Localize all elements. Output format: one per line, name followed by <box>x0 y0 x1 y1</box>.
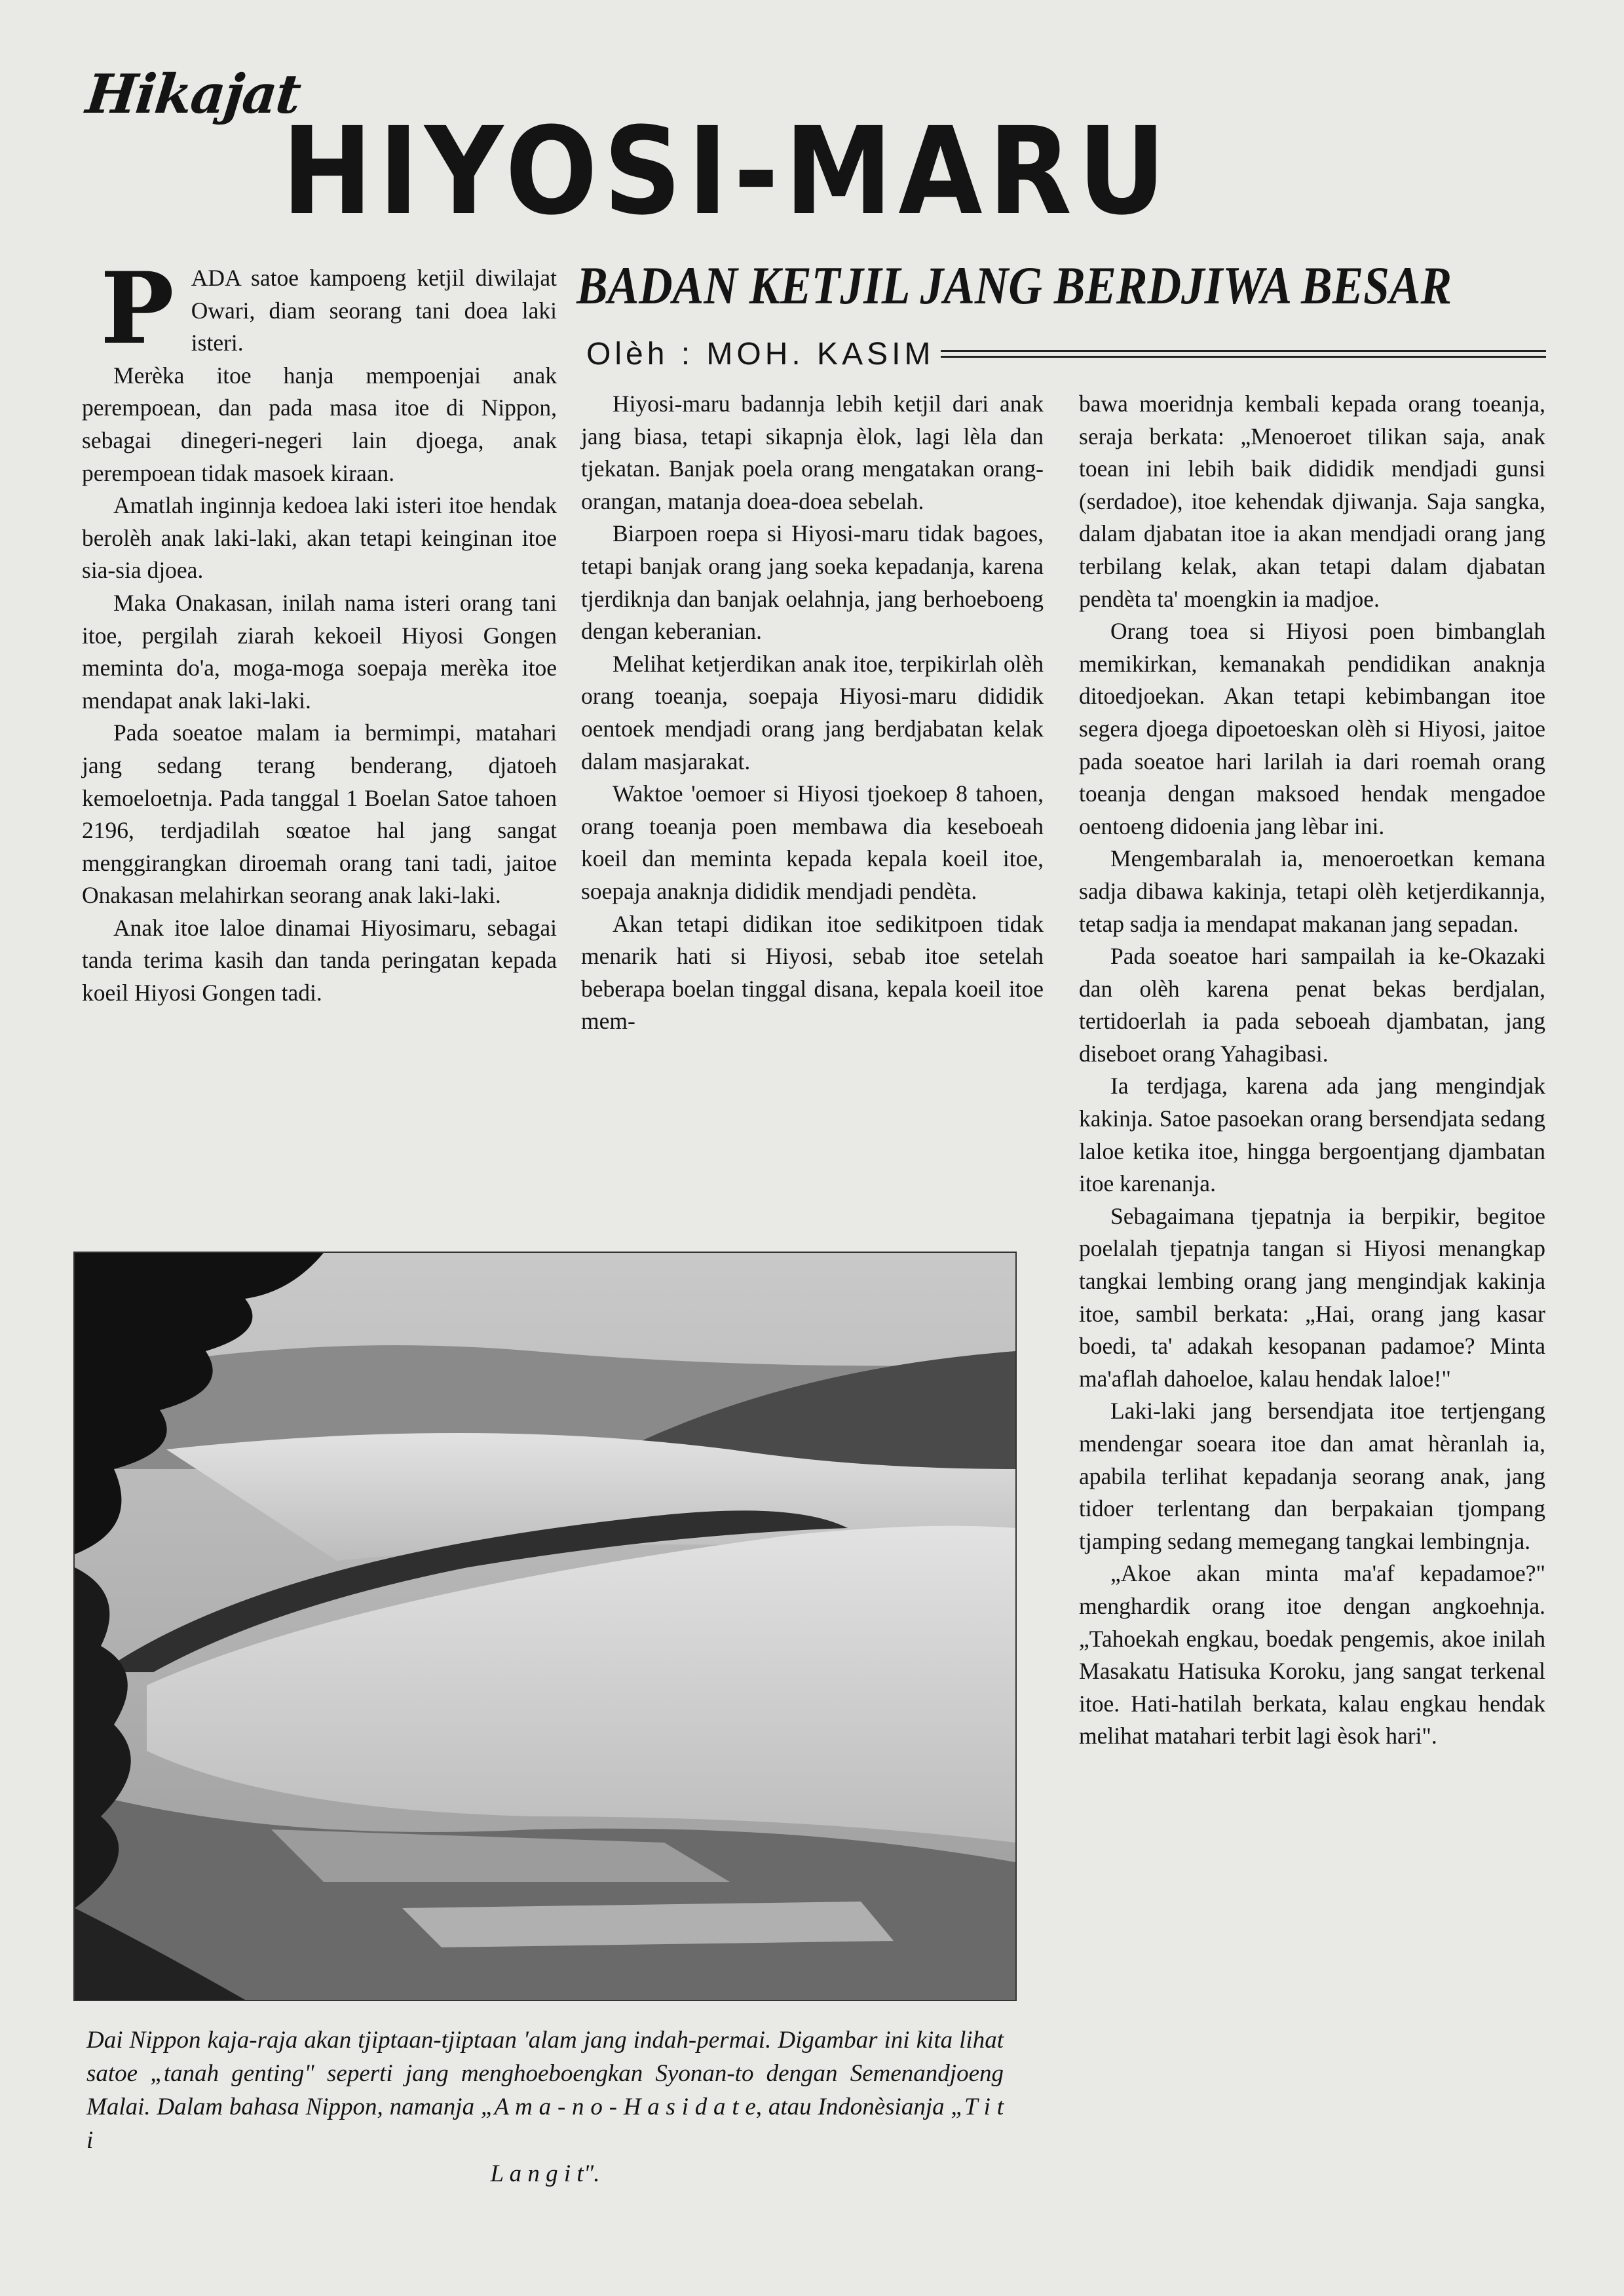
paragraph: Pada soeatoe hari sampailah ia ke-Okazaki dan olèh karena penat bekas berdjalan, tertidoerlah ia pada seboeah djambatan, jang diseboet orang Yahagibasi. <box>1079 943 1545 1067</box>
paragraph: Anak itoe laloe dinamai Hiyosimaru, sebagai tanda terima kasih dan tanda peringatan kepada koeil Hiyosi Gongen tadi. <box>82 914 557 1006</box>
photo-caption <box>86 2023 1004 2191</box>
byline: Olèh : MOH. KASIM <box>586 336 935 372</box>
caption-end: L a n g i t". <box>490 2160 600 2187</box>
article-title: HIYOSI-MARU <box>282 102 1172 242</box>
kicker: Hikajat <box>83 63 303 126</box>
paragraph: Laki-laki jang bersendjata itoe tertjengang mendengar soeara itoe dan amat hèranlah ia, apabila terlihat kepadanja seorang anak, jang tidoer terlentang dan berpakaian tjompang tjamping sedang memegang tangkai lembingnja. <box>1079 1398 1545 1554</box>
paragraph: Akan tetapi didikan itoe sedikitpoen tidak menarik hati si Hiyosi, sebab itoe setelah beberapa boelan tinggal disana, kepala koeil itoe mem- <box>581 910 1044 1035</box>
paragraph: Orang toea si Hiyosi poen bimbanglah memikirkan, kemanakah pendidikan anaknja ditoedjoekan. Akan tetapi kebimbangan itoe segera djoega dipoetoeskan olèh si Hiyosi, jaitoe pada soeatoe hari larilah ia dari roemah orang toeanja dengan maksoed hendak mengadoe oentoeng didoenia jang lèbar ini. <box>1079 618 1545 839</box>
paragraph: Maka Onakasan, inilah nama isteri orang tani itoe, pergilah ziarah kekoeil Hiyosi Gongen meminta do'a, moga-moga soepaja merèka itoe mendapat anak laki-laki. <box>82 589 557 714</box>
paragraph: Biarpoen roepa si Hiyosi-maru tidak bagoes, tetapi banjak orang jang soeka kepadanja, karena tjerdiknja dan banjak oelahnja, jang berhoeboeng dengan keberanian. <box>581 520 1044 645</box>
paragraph: Pada soeatoe malam ia bermimpi, matahari jang sedang terang benderang, djatoeh kemoeloetnja. Pada tanggal 1 Boelan Satoe tahoen 2196, terdjadilah sœatoe hal jang sangat menggirangkan diroemah orang tani tadi, jaitoe Onakasan melahirkan seorang anak laki-laki. <box>82 719 557 909</box>
paragraph: Ia terdjaga, karena ada jang mengindjak kakinja. Satoe pasoekan orang bersendjata sedang laloe ketika itoe, hingga bergoentjang djambatan itoe karenanja. <box>1079 1073 1545 1197</box>
paragraph: Amatlah inginnja kedoea laki isteri itoe hendak berolèh anak laki-laki, akan tetapi keinginan itoe sia-sia djoea. <box>82 492 557 584</box>
column-1 <box>82 251 557 1010</box>
drop-cap: P <box>100 251 174 366</box>
article-subtitle: BADAN KETJIL JANG BERDJIWA BESAR <box>576 256 1452 315</box>
paragraph: Merèka itoe hanja mempoenjai anak perempoean, dan pada masa itoe di Nippon, sebagai dinegeri-negeri lain djoega, anak perempoean tidak masoek kiraan. <box>82 362 557 486</box>
paragraph: bawa moeridnja kembali kepada orang toeanja, seraja berkata: „Menoeroet tilikan saja, anak toean ini lebih baik dididik mendjadi gunsi (serdadoe), itoe kehendak djiwanja. Saja sangka, dalam djabatan itoe ia akan mendjadi orang jang terbilang kelak, akan tetapi dalam djabatan pendèta ta' moengkin ia madjoe. <box>1079 391 1545 612</box>
paragraph: Mengembaralah ia, menoeroetkan kemana sadja dibawa kakinja, tetapi olèh ketjerdikannja, tetap sadja ia mendapat makanan jang sepadan. <box>1079 845 1545 937</box>
byline-row <box>586 331 1546 377</box>
paragraph: „Akoe akan minta ma'af kepadamoe?" menghardik orang itoe dengan angkoehnja. „Tahoekah engkau, boedak pengemis, akoe inilah Masakatu Hatisuka Koroku, jang sangat terkenal itoe. Hati-hatilah berkata, kalau engkau hendak melihat matahari terbit lagi èsok hari". <box>1079 1560 1545 1750</box>
column-3 <box>1079 388 1545 1753</box>
caption-text: Dai Nippon kaja-raja akan tjiptaan-tjiptaan 'alam jang indah-permai. Digambar ini kita lihat satoe „tanah genting" seperti jang menghoeboengkan Syonan-to dengan Semenandjoeng Malai. Dalam bahasa Nippon, namanja „A m a - n o - H a s i d a t e, atau Indonèsianja „T i t i <box>86 2027 1004 2154</box>
paragraph: Sebagaimana tjepatnja ia berpikir, begitoe poelalah tjepatnja tangan si Hiyosi menangkap tangkai lembing orang jang mengindjak kakinja itoe, sambil berkata: „Hai, orang jang kasar boedi, ta' adakah kesopanan padamoe? Minta ma'aflah dahoeloe, kalau hendak laloe!" <box>1079 1202 1545 1392</box>
column-2 <box>581 388 1044 1038</box>
landscape-photo <box>73 1252 1017 2001</box>
paragraph: Hiyosi-maru badannja lebih ketjil dari anak jang biasa, tetapi sikapnja èlok, lagi lèla dan tjekatan. Banjak poela orang mengatakan orang-orangan, matanja doea-doea sebelah. <box>581 391 1044 514</box>
paragraph: ADA satoe kampoeng ketjil diwilajat Owari, diam seorang tani doea laki isteri. <box>191 265 557 356</box>
byline-rule <box>941 350 1546 358</box>
paragraph: Melihat ketjerdikan anak itoe, terpikirlah olèh orang toeanja, soepaja Hiyosi-maru dididik oentoek mendjadi orang jang berdjabatan kelak dalam masjarakat. <box>581 650 1044 775</box>
paragraph: Waktoe 'oemoer si Hiyosi tjoekoep 8 tahoen, orang toeanja poen membawa dia keseboeah koeil dan meminta kepada kepala koeil itoe, soepaja anaknja dididik mendjadi pendèta. <box>581 780 1044 904</box>
